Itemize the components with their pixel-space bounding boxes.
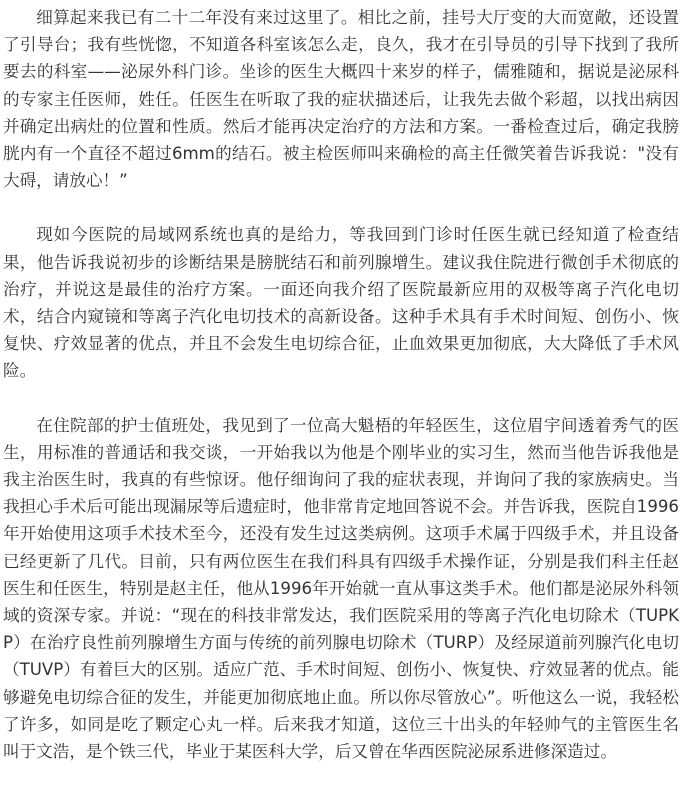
paragraph-diagnosis-treatment: 现如今医院的局域网系统也真的是给力，等我回到门诊时任医生就已经知道了检查结果，他告诉我说初步的诊断结果是膀胱结石和前列腺增生。建议我住院进行微创手术彻底的治疗，并说这是最佳的治疗方案。一面还向我介绍了医院最新应用的双极等离子汽化电切术，结合内窥镜和等离子汽化电切技术的高新设备。这种手术具有手术时间短、创伤小、恢复快、疗效显著的优点，并且不会发生电切综合征，止血效果更加彻底，大大降低了手术风险。 [3, 225, 679, 381]
paragraph-registration-visit: 细算起来我已有二十二年没有来过这里了。相比之前，挂号大厅变的大而宽敞，还设置了引导台；我有些恍惚，不知道各科室该怎么走，良久，我才在引导员的引导下找到了我所要去的科室——泌尿外科门诊。坐诊的医生大概四十来岁的样子，儒雅随和，据说是泌尿科的专家主任医师，姓任。任医生在听取了我的症状描述后，让我先去做个彩超，以找出病因并确定出病灶的位置和性质。然后才能再决定治疗的方法和方案。一番检查过后，确定我膀胱内有一个直径不超过6mm的结石。被主检医师叫来确检的高主任微笑着告诉我说："没有大碍，请放心！” [3, 8, 679, 191]
paragraph-attending-doctor: 在住院部的护士值班处，我见到了一位高大魁梧的年轻医生，这位眉宇间透着秀气的医生，用标准的普通话和我交谈，一开始我以为他是个刚毕业的实习生，然而当他告诉我他是我主治医生时，我真的有些惊讶。他仔细询问了我的症状表现，并询问了我的家族病史。当我担心手术后可能出现漏尿等后遗症时，他非常肯定地回答说不会。并告诉我，医院自1996年开始使用这项手术技术至今，还没有发生过这类病例。这项手术属于四级手术，并且设备已经更新了几代。目前，只有两位医生在我们科具有四级手术操作证，分别是我们科主任赵医生和任医生，特别是赵主任，他从1996年开始就一直从事这类手术。他们都是泌尿外科领域的资深专家。并说：“现在的科技非常发达，我们医院采用的等离子汽化电切除术（TUPKP）在治疗良性前列腺增生方面与传统的前列腺电切除术（TURP）及经尿道前列腺汽化电切（TUVP）有着巨大的区别。适应广范、手术时间短、创伤小、恢复快、疗效显著的优点。能够避免电切综合征的发生，并能更加彻底地止血。所以你尽管放心”。听他这么一说，我轻松了许多，如同是吃了颗定心丸一样。后来我才知道，这位三十出头的年轻帅气的主管医生名叫于文浩，是个铁三代，毕业于某医科大学，后又曾在华西医院泌尿系进修深造过。 [3, 415, 679, 762]
